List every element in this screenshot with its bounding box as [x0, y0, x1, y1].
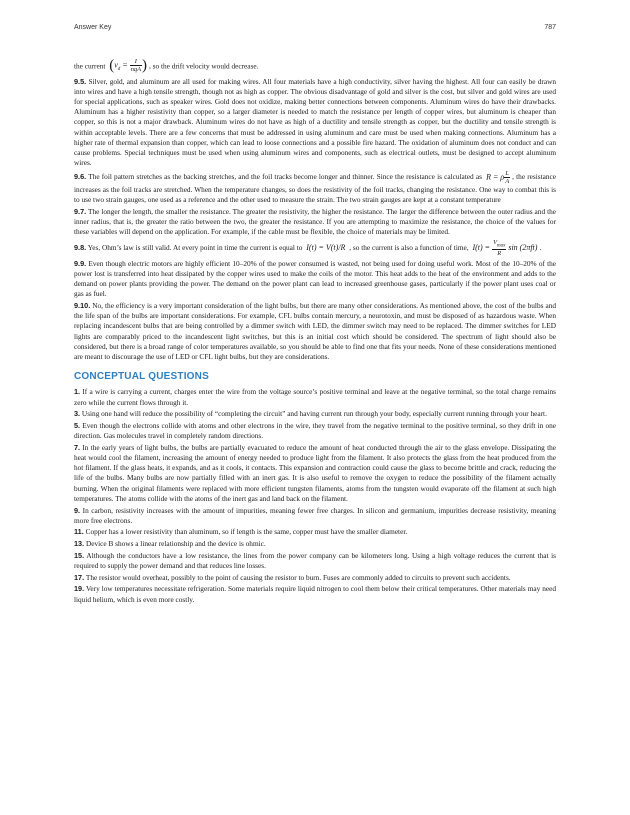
running-header: [74, 24, 556, 31]
conceptual-answer-17: 17. The resistor would overheat, possibly to the point of causing the resistor to burn. Fuses are commonly added to circuits to prevent such accidents.: [74, 572, 511, 582]
answer-9-6: 9.6. The foil pattern stretches as the backing stretches, and the foil tracks become longer and thinner. Since the resistance is calculated as R = ρ $\frac{L}{A}$ , the resistance increases as the foil tracks are stretched. When the temperature changes, so does the resistivity of the foil tracks, changing the resistance. One way to combat this is to use two strain gauges, one used as a reference and the other used to measure the strain. The two strain gauges are kept at a constant temperature: [74, 169, 557, 205]
conceptual-answer-13: 13. Device B shows a linear relationship and the device is ohmic.: [74, 539, 266, 549]
conceptual-answer-9: 9. In carbon, resistivity increases with the amount of impurities, meaning fewer free charges. In silicon and germanium, impurities decrease resistivity, meaning more free electrons.: [74, 505, 556, 525]
answer-key-content: [74, 58, 556, 606]
answer-number: 9.9.: [74, 258, 87, 268]
conceptual-answer-7: 7. In the early years of light bulbs, the bulbs are partially evacuated to reduce the amount of heat conducted through the air to the glass envelope. Dissipating the heat would cool the filament, increasing the amount of energy needed to produce light from the filament. It also protects the glass from the heat produced from the hot filament. If the glass heats, it expands, and as it cools, it contacts. This expansion and contraction could cause the glass to become brittle and crack, reducing the life of the bulbs. Many bulbs are now partially filled with an inert gas. It is also useful to remove the oxygen to reduce the possibility of the filament actually burning. When the original filaments were replaced with more efficient tungsten filaments, atoms from the tungsten would evaporate off the filament at such high temperatures. The atoms collide with the atoms of the inert gas and land back on the filament.: [74, 442, 556, 503]
answer-number: 9.5.: [74, 76, 87, 86]
header-title: Answer Key: [74, 24, 112, 31]
answer-text: The longer the length, the smaller the resistance. The greater the resistivity, the higher the resistance. The larger the difference between the outer radius and the inner radius, that is, the greater the ratio between the two, the greater the resistance. If you are attempting to maximize the resistance, the choice of the values for these variables will depend on the application. For example, if the cable must be flexible, the choice of materials may be limited.: [74, 206, 556, 237]
conceptual-answer-15: 15. Although the conductors have a low resistance, the lines from the power company can be kilometers long. Using a high voltage reduces the current that is required to supply the power demand and that reduces line losses.: [74, 550, 556, 571]
resistance-formula: R = ρ $\frac{L}{A}$: [486, 169, 510, 185]
conceptual-answer-3: 3. Using one hand will reduce the possibility of “completing the circuit” and having current run through your body, especially current running through your heart.: [74, 409, 547, 419]
ohms-law-formula: I(t) = V(t)/R: [306, 243, 346, 253]
answer-9-9: [74, 259, 556, 300]
answer-text: No, the efficiency is a very important consideration of the light bulbs, but there are many other considerations. As mentioned above, the cost of the bulbs and the life span of the bulbs are important considerations. For example, CFL bulbs contain mercury, a neurotoxin, and must be disposed of as hazardous waste. When replacing incandescent bulbs that are being controlled by a dimmer switch with LED, the dimmer switch may need to be replaced. The dimmer switches for LED lights are comparably priced to the incandescent light switches, but this is an initial cost which should be considered. The spectrum of light should also be considered, but there is a broad range of color temperatures available, so you should be able to find one that fits your needs. None of these considerations mentioned are meant to discourage the use of LED or CFL light bulbs, but they are considerations.: [74, 301, 557, 362]
answer-number: 9.7.: [74, 206, 87, 216]
sinusoidal-current-formula: I(t) = $\frac{V_{max}}{R}$ sin (2πft): [472, 238, 538, 258]
answer-number: 9.6.: [74, 172, 87, 182]
answer-number: 9.8.: [74, 242, 87, 252]
page-number: 787: [544, 24, 556, 31]
drift-velocity-formula: ($v_d$ = $\frac{I}{\text{nqA}}$ ): [109, 57, 147, 74]
answer-text: Even though electric motors are highly efficient 10–20% of the power consumed is wasted, not being used for doing useful work. Most of the 10–20% of the power lost is transferred into heat dissipated by the copper wires used to make the coils of the motor. This heat adds to the heat of the environment and adds to the demand on power plants providing the power. The demand on the power plant can lead to increased greenhouse gases, particularly if the power plant uses coal or gas as fuel.: [74, 258, 556, 299]
answer-9-8: 9.8. Yes, Ohm’s law is still valid. At every point in time the current is equal to I(t) = V(t)/R , so the current is also a function of time, I(t) = $\frac{V_{max}}{R}$ sin (2πft) .: [74, 238, 542, 258]
answer-text: Silver, gold, and aluminum are all used for making wires. All four materials have a high conductivity, silver having the highest. All four can easily be drawn into wires and have a high tensile strength, though not as high as copper. The obvious disadvantage of gold and silver is the cost, but silver and gold wires are used for special applications, such as speaker wires. Gold does not oxidize, making better connections between components. Aluminum wires do have their drawbacks. Aluminum has a higher resistivity than copper, so a larger diameter is needed to match the resistance per length of copper wires, but aluminum is cheaper than copper, so this is not a major drawback. Aluminum wires do not have as high of a ductility and tensile strength as copper, but the ductility and tensile strength is within acceptable levels. There are a few concerns that must be addressed in using aluminum and care must be used when making connections. Aluminum has a higher rate of thermal expansion than copper, which can lead to loose connections and a possible fire hazard. The oxidation of aluminum does not conduct and can cause problems. Special techniques must be used when using aluminum wires and components, such as electrical outlets, must be designed to accept aluminum wires.: [74, 76, 556, 168]
conceptual-answer-11: 11. Copper has a lower resistivity than aluminum, so if length is the same, copper must have the smaller diameter.: [74, 527, 408, 537]
answer-9-5: [74, 77, 556, 169]
section-heading: CONCEPTUAL QUESTIONS: [74, 371, 209, 383]
answer-number: 9.10.: [74, 301, 91, 311]
conceptual-answer-19: 19. Very low temperatures necessitate refrigeration. Some materials require liquid nitrogen to cool them below their critical temperatures. Other materials may need liquid helium, which is even more costly.: [74, 584, 556, 604]
answer-9-7: [74, 207, 556, 238]
answer-9-4-continuation: the current ($v_d$ = $\frac{I}{\text{nqA}}$ ) , so the drift velocity would decrease.: [74, 57, 259, 74]
conceptual-answer-5: 5. Even though the electrons collide with atoms and other electrons in the wire, they travel from the negative terminal to the positive terminal, so they drift in one direction. Gas molecules travel in completely random directions.: [74, 420, 557, 441]
conceptual-answer-1: 1. If a wire is carrying a current, charges enter the wire from the voltage source’s positive terminal and leave at the negative terminal, so the total charge remains zero while the current flows through it.: [74, 387, 557, 407]
answer-9-10: [74, 301, 556, 362]
